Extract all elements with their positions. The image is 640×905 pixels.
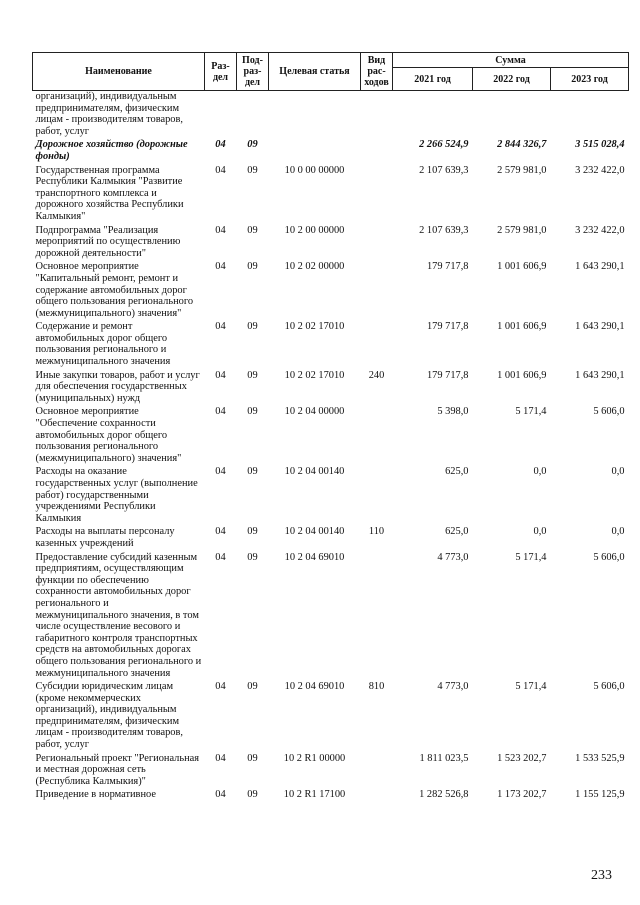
cell-name: Предоставление субсидий казенным предприятиям, осуществляющим функции по обеспечению сохранности автомобильных дорог регионального и межмуниципального значения, в том числе осуществление весового и габаритного контроля транспортных средств на автомобильных дорогах общего пользования регионального и межмуниципального значения <box>35 551 202 679</box>
cell-razdel: 04 <box>215 551 226 563</box>
header-celevaya: Целевая статья <box>269 53 361 91</box>
cell-name: Подпрограмма "Реализация мероприятий по осуществлению дорожной деятельности" <box>35 224 181 259</box>
header-vid: Вид рас- ходов <box>361 53 393 91</box>
cell-podrazdel: 09 <box>247 466 258 478</box>
cell-vid <box>361 261 393 321</box>
cell-2021: 179 717,8 <box>426 369 469 381</box>
cell-podrazdel: 09 <box>247 321 258 333</box>
cell-2022: 2 844 326,7 <box>497 139 547 151</box>
table-row <box>33 165 629 225</box>
cell-2022: 1 001 606,9 <box>497 369 547 381</box>
table-header <box>33 53 629 91</box>
cell-2021: 625,0 <box>445 466 469 478</box>
cell-name: Основное мероприятие "Обеспечение сохранности автомобильных дорог общего пользования регионального (межмуниципального) значения" <box>35 406 182 464</box>
table-row <box>33 261 629 321</box>
cell-razdel: 04 <box>215 752 226 764</box>
cell-celevaya: 10 2 04 00140 <box>284 526 345 538</box>
cell-vid <box>361 789 393 803</box>
cell-razdel <box>205 91 237 140</box>
header-2022: 2022 год <box>473 68 551 91</box>
cell-vid <box>361 466 393 526</box>
cell-vid <box>361 552 393 682</box>
cell-celevaya: 10 2 04 69010 <box>284 681 345 693</box>
cell-2022: 1 001 606,9 <box>497 321 547 333</box>
cell-2023: 0,0 <box>611 466 625 478</box>
cell-razdel: 04 <box>215 261 226 273</box>
cell-name: Основное мероприятие "Капитальный ремонт, ремонт и содержание автомобильных дорог общего пользования регионального (межмуниципального) значения" <box>35 261 194 319</box>
cell-vid <box>361 321 393 369</box>
table-row <box>33 681 629 753</box>
cell-celevaya: 10 2 04 00140 <box>284 466 345 478</box>
cell-2023: 1 643 290,1 <box>575 261 625 273</box>
cell-name: Региональный проект "Региональная и местная дорожная сеть (Республика Калмыкия)" <box>35 752 200 787</box>
cell-vid <box>361 139 393 164</box>
cell-2022: 2 579 981,0 <box>497 164 547 176</box>
cell-razdel: 04 <box>215 789 226 801</box>
cell-2021: 5 398,0 <box>437 406 469 418</box>
cell-razdel: 04 <box>215 139 226 151</box>
cell-name: Расходы на выплаты персоналу казенных учреждений <box>35 526 175 549</box>
cell-2022: 5 171,4 <box>515 681 547 693</box>
cell-name: Иные закупки товаров, работ и услуг для обеспечения государственных (муниципальных) нужд <box>35 369 200 404</box>
cell-name: Приведение в нормативное <box>35 789 156 801</box>
cell-razdel: 04 <box>215 466 226 478</box>
cell-2022: 2 579 981,0 <box>497 224 547 236</box>
cell-2023 <box>551 91 629 140</box>
cell-podrazdel: 09 <box>247 752 258 764</box>
cell-2021: 179 717,8 <box>426 321 469 333</box>
cell-podrazdel: 09 <box>247 789 258 801</box>
cell-celevaya: 10 2 R1 17100 <box>283 789 346 801</box>
header-summa: Сумма <box>393 53 629 68</box>
cell-2022: 5 171,4 <box>515 551 547 563</box>
cell-name: Расходы на оказание государственных услуг (выполнение работ) государственными учреждениями Республики Калмыкия <box>35 466 198 524</box>
cell-2021: 1 811 023,5 <box>419 752 469 764</box>
cell-2022: 5 171,4 <box>515 406 547 418</box>
cell-podrazdel: 09 <box>247 406 258 418</box>
cell-2023: 0,0 <box>611 526 625 538</box>
cell-2021: 179 717,8 <box>426 261 469 273</box>
cell-celevaya: 10 2 04 69010 <box>284 551 345 563</box>
cell-vid: 240 <box>368 369 385 381</box>
table-row <box>33 321 629 369</box>
cell-podrazdel: 09 <box>247 526 258 538</box>
cell-name: Государственная программа Республики Калмыкия "Развитие транспортного комплекса и дорожного хозяйства Республики Калмыкия" <box>35 164 184 222</box>
cell-2023: 5 606,0 <box>593 406 625 418</box>
cell-2023: 3 515 028,4 <box>575 139 625 151</box>
table-body <box>33 91 629 804</box>
cell-vid: 810 <box>368 681 385 693</box>
cell-2023: 3 232 422,0 <box>575 224 625 236</box>
cell-2022: 0,0 <box>533 466 547 478</box>
cell-vid <box>361 91 393 140</box>
cell-celevaya: 10 0 00 00000 <box>284 164 345 176</box>
cell-podrazdel: 09 <box>247 681 258 693</box>
cell-podrazdel: 09 <box>247 139 258 151</box>
table-row <box>33 753 629 790</box>
cell-celevaya: 10 2 02 17010 <box>284 321 345 333</box>
cell-vid <box>361 165 393 225</box>
table-row <box>33 91 629 140</box>
header-name: Наименование <box>33 53 205 91</box>
cell-2021 <box>393 91 473 140</box>
table-row <box>33 370 629 407</box>
cell-2021: 2 266 524,9 <box>419 139 469 151</box>
cell-2021: 4 773,0 <box>437 681 469 693</box>
header-2021: 2021 год <box>393 68 473 91</box>
table-row <box>33 526 629 551</box>
cell-podrazdel: 09 <box>247 164 258 176</box>
cell-celevaya: 10 2 04 00000 <box>284 406 345 418</box>
cell-razdel: 04 <box>215 526 226 538</box>
cell-2021: 4 773,0 <box>437 551 469 563</box>
cell-name: Дорожное хозяйство (дорожные фонды) <box>35 139 188 162</box>
cell-razdel: 04 <box>215 369 226 381</box>
cell-razdel: 04 <box>215 406 226 418</box>
table-row <box>33 552 629 682</box>
cell-podrazdel <box>237 91 269 140</box>
cell-2023: 5 606,0 <box>593 551 625 563</box>
page-number: 233 <box>591 868 612 883</box>
cell-razdel: 04 <box>215 321 226 333</box>
table-row <box>33 789 629 803</box>
cell-2022: 1 001 606,9 <box>497 261 547 273</box>
cell-podrazdel: 09 <box>247 261 258 273</box>
cell-2023: 1 155 125,9 <box>575 789 625 801</box>
cell-podrazdel: 09 <box>247 224 258 236</box>
cell-podrazdel: 09 <box>247 369 258 381</box>
cell-vid <box>361 753 393 790</box>
header-podrazdel: Под- раз- дел <box>237 53 269 91</box>
cell-2023: 1 643 290,1 <box>575 369 625 381</box>
cell-2023: 5 606,0 <box>593 681 625 693</box>
cell-celevaya: 10 2 02 00000 <box>284 261 345 273</box>
cell-2021: 625,0 <box>445 526 469 538</box>
table-row <box>33 406 629 466</box>
cell-name: Субсидии юридическим лицам (кроме некоммерческих организаций), индивидуальным предпринимателям, физическим лицам - производителям товаров, работ, услуг <box>35 681 184 751</box>
cell-celevaya <box>269 91 361 140</box>
cell-2021: 2 107 639,3 <box>419 164 469 176</box>
cell-name: организаций), индивидуальным предпринимателям, физическим лицам - производителям товаров, работ, услуг <box>35 91 184 137</box>
cell-razdel: 04 <box>215 164 226 176</box>
cell-razdel: 04 <box>215 224 226 236</box>
cell-celevaya <box>269 139 361 164</box>
table-row <box>33 225 629 262</box>
cell-2022: 1 173 202,7 <box>497 789 547 801</box>
cell-2023: 3 232 422,0 <box>575 164 625 176</box>
cell-celevaya: 10 2 02 17010 <box>284 369 345 381</box>
cell-vid <box>361 225 393 262</box>
cell-2023: 1 643 290,1 <box>575 321 625 333</box>
header-2023: 2023 год <box>551 68 629 91</box>
cell-2022 <box>473 91 551 140</box>
cell-2021: 1 282 526,8 <box>419 789 469 801</box>
cell-2022: 0,0 <box>533 526 547 538</box>
cell-celevaya: 10 2 R1 00000 <box>283 752 346 764</box>
cell-podrazdel: 09 <box>247 551 258 563</box>
table-row <box>33 139 629 164</box>
budget-table <box>32 52 629 803</box>
table-row <box>33 466 629 526</box>
cell-2023: 1 533 525,9 <box>575 752 625 764</box>
cell-vid: 110 <box>368 526 385 538</box>
cell-vid <box>361 406 393 466</box>
cell-celevaya: 10 2 00 00000 <box>284 224 345 236</box>
cell-razdel: 04 <box>215 681 226 693</box>
cell-2021: 2 107 639,3 <box>419 224 469 236</box>
cell-name: Содержание и ремонт автомобильных дорог общего пользования регионального и межмуниципального значения <box>35 321 171 368</box>
cell-2022: 1 523 202,7 <box>497 752 547 764</box>
header-razdel: Раз- дел <box>205 53 237 91</box>
